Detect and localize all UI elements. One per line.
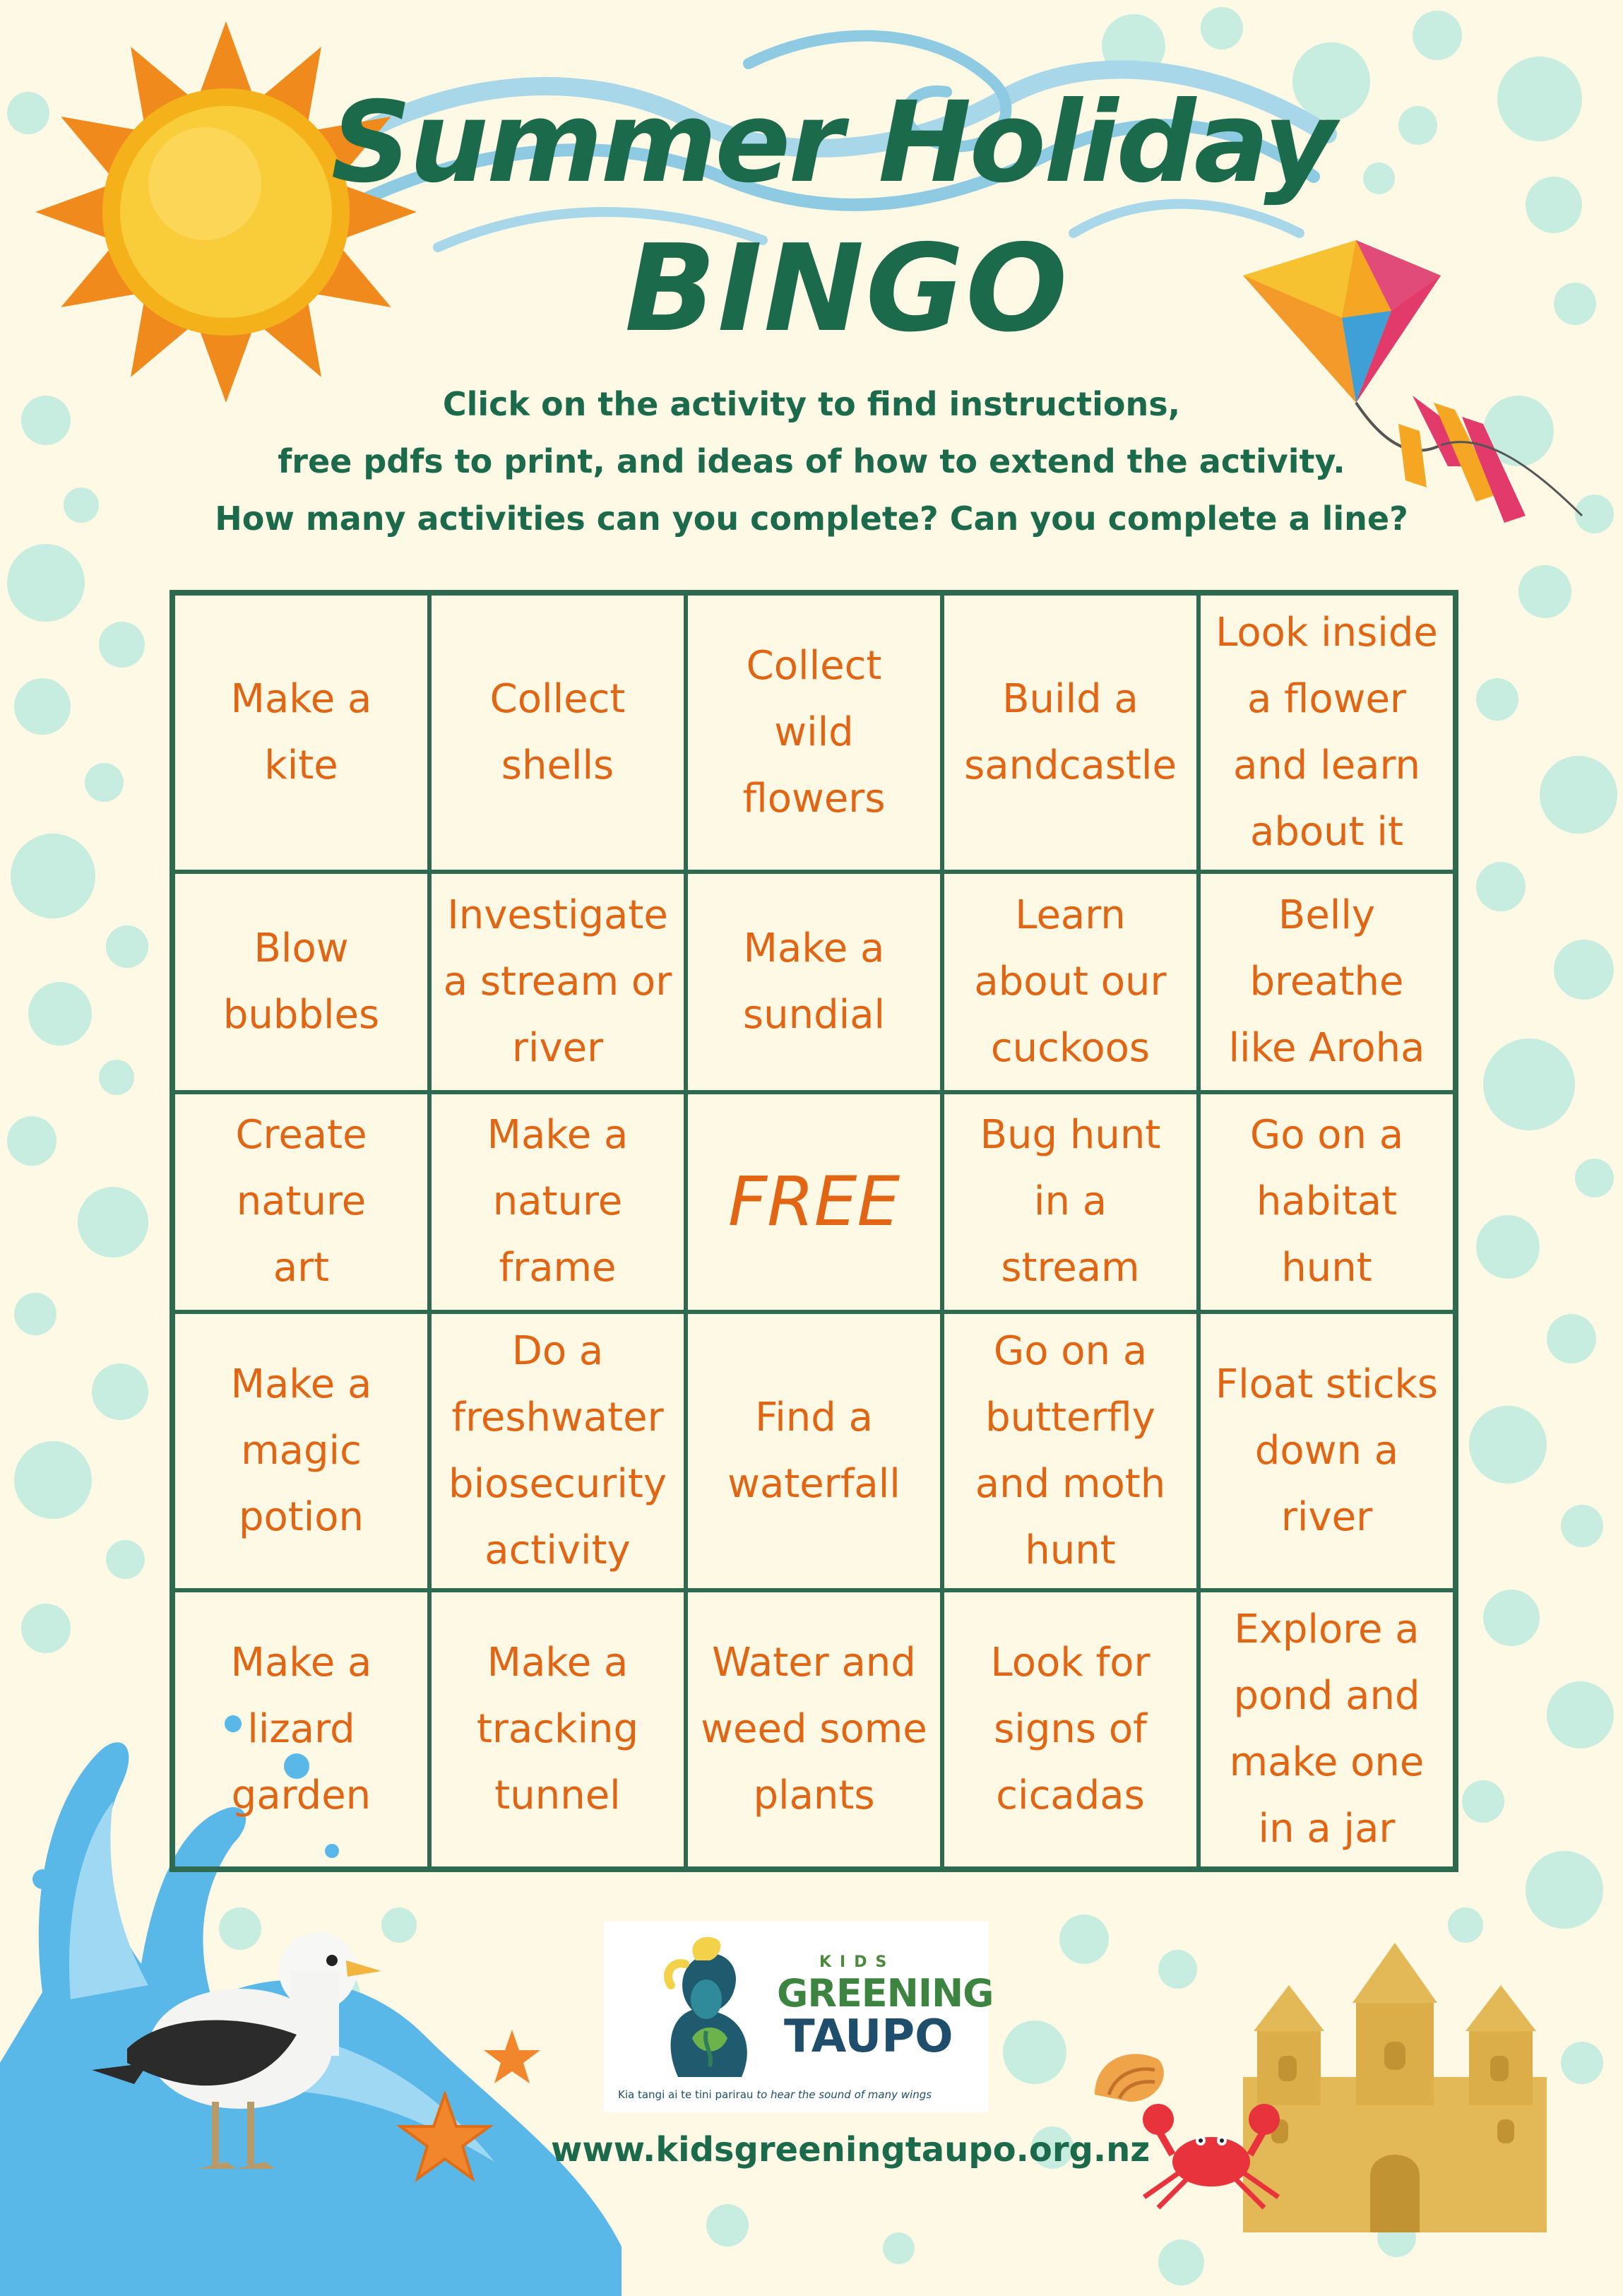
intro-text-line: How many activities can you complete? Can you complete a line? [215,499,1408,538]
bingo-cell-label: Make a sundial [742,925,886,1038]
bingo-cell-make-a-lizard-garden[interactable] [173,1590,429,1869]
bingo-cell-signs-of-cicadas[interactable] [942,1590,1199,1869]
bingo-cell-label: FREE [727,1162,900,1242]
bingo-cell-label: Bug hunt in a stream [980,1112,1161,1291]
bingo-cell-label: Investigate a stream or river [443,892,672,1071]
bingo-cell-label: Look for signs of cicadas [990,1640,1151,1818]
bingo-board [170,590,1458,1872]
seagull-icon [85,1893,410,2190]
page-subtitle-bingo: BINGO [624,219,1069,359]
bingo-cell-make-a-kite[interactable] [173,593,429,872]
bingo-cell-belly-breathe[interactable] [1199,872,1455,1092]
page-title: Summer Holiday [331,78,1335,208]
bingo-cell-label: Water and weed some plants [701,1640,927,1818]
starfish-icon [480,2028,544,2091]
bingo-cell-learn-about-cuckoos[interactable] [942,872,1199,1092]
logo-tagline [618,2088,975,2101]
bingo-cell-label: Look inside a flower and learn about it [1215,610,1438,855]
bingo-cell-label: Explore a pond and make one in a jar [1229,1606,1425,1852]
bingo-cell-explore-a-pond[interactable] [1199,1590,1455,1869]
bingo-cell-label: Make a tracking tunnel [476,1640,639,1818]
kids-greening-taupo-logo [604,1922,994,2112]
bingo-cell-investigate-a-stream[interactable] [429,872,686,1092]
bingo-cell-label: Make a lizard garden [230,1640,372,1818]
bingo-cell-make-a-nature-frame[interactable] [429,1092,686,1313]
bingo-cell-label: Do a freshwater biosecurity activity [448,1328,667,1573]
bingo-cell-label: Make a magic potion [230,1361,372,1540]
bingo-cell-create-nature-art[interactable] [173,1092,429,1313]
bingo-cell-bug-hunt-stream[interactable] [942,1092,1199,1313]
bingo-cell-habitat-hunt[interactable] [1199,1092,1455,1313]
bingo-cell-build-a-sandcastle[interactable] [942,593,1199,872]
bingo-cell-label: Make a kite [230,676,372,788]
bingo-cell-label: Make a nature frame [487,1112,629,1291]
bingo-cell-collect-shells[interactable] [429,593,686,872]
bingo-cell-label: Build a sandcastle [964,676,1177,788]
bingo-cell-look-inside-a-flower[interactable] [1199,593,1455,872]
bingo-cell-label: Float sticks down a river [1215,1361,1439,1540]
bingo-cell-make-a-tracking-tunnel[interactable] [429,1590,686,1869]
bingo-cell-blow-bubbles[interactable] [173,872,429,1092]
bingo-cell-make-a-magic-potion[interactable] [173,1312,429,1590]
bingo-cell-float-sticks[interactable] [1199,1312,1455,1590]
starfish-icon [396,2091,494,2190]
logo-kids-text: KIDS [819,1953,896,1971]
logo-tagline-maori: Kia tangi ai te tini parirau [618,2088,754,2101]
bingo-cell-find-a-waterfall[interactable] [686,1312,942,1590]
website-link[interactable]: www.kidsgreeningtaupo.org.nz [551,2130,1151,2170]
bingo-cell-water-and-weed[interactable] [686,1590,942,1869]
bingo-cell-label: Belly breathe like Aroha [1228,892,1425,1071]
intro-text-line: free pdfs to print, and ideas of how to extend the activity. [278,442,1345,480]
intro-text-line: Click on the activity to find instructions, [442,385,1181,423]
bingo-cell-free [686,1092,942,1313]
bingo-cell-label: Go on a butterfly and moth hunt [975,1328,1166,1573]
logo-greening-text: GREENING [777,1971,994,2016]
bingo-cell-label: Collect wild flowers [742,643,886,822]
bingo-cell-label: Collect shells [489,676,626,788]
bingo-cell-label: Create nature art [235,1112,367,1291]
crab-icon [1130,2091,1292,2211]
bingo-cell-collect-wild-flowers[interactable] [686,593,942,872]
bingo-cell-make-a-sundial[interactable] [686,872,942,1092]
bingo-cell-butterfly-moth-hunt[interactable] [942,1312,1199,1590]
bingo-cell-label: Find a waterfall [727,1395,900,1507]
bingo-cell-label: Blow bubbles [222,925,380,1038]
logo-taupo-text: TAUPO [784,2011,953,2063]
logo-figure-icon [636,1932,777,2084]
bingo-cell-label: Learn about our cuckoos [974,892,1167,1071]
logo-tagline-english: to hear the sound of many wings [756,2088,932,2101]
bingo-cell-label: Go on a habitat hunt [1249,1112,1404,1291]
bingo-cell-freshwater-biosecurity[interactable] [429,1312,686,1590]
